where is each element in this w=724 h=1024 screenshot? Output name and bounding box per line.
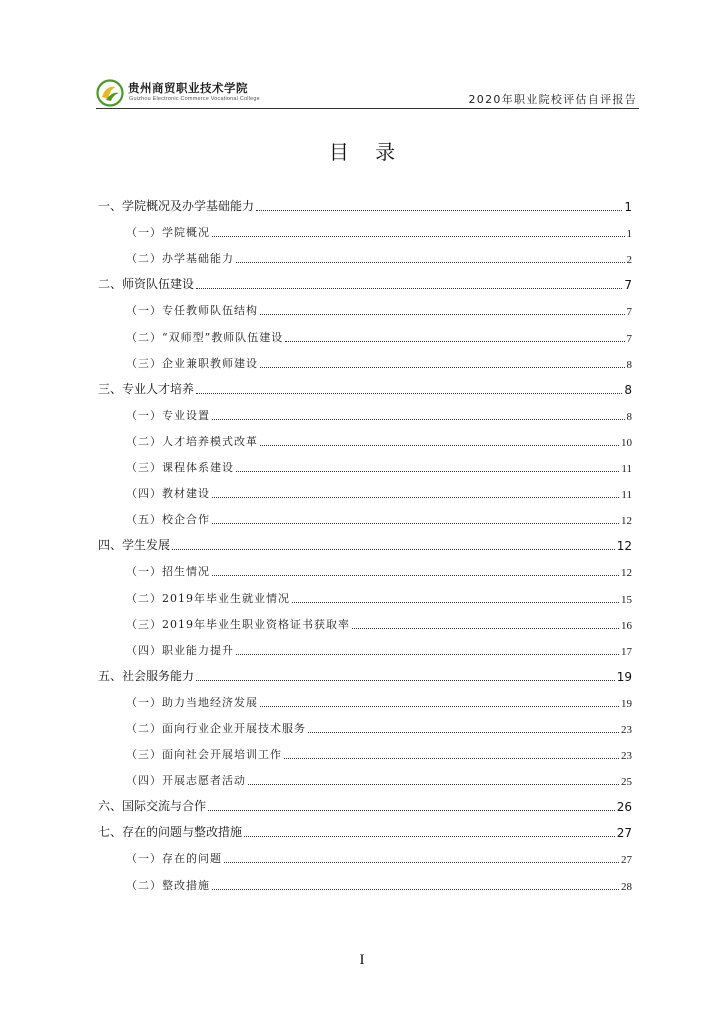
page-header [96,72,639,110]
toc-entry-title: （一）学院概况 [126,226,210,240]
dot-leader [284,758,619,759]
toc-entry-title: （一）招生情况 [126,565,210,579]
dot-leader [236,471,619,472]
dot-leader [292,602,619,603]
toc-entry[interactable] [96,788,632,814]
toc-entry[interactable] [96,658,632,684]
toc-entry-page: 7 [626,332,632,345]
toc-entry[interactable] [96,292,632,318]
toc-entry[interactable] [96,632,632,658]
dot-leader [260,445,619,446]
toc-entry[interactable] [96,527,632,553]
toc-entry-page: 27 [616,826,632,841]
toc-entry-title: （三）面向社会开展培训工作 [126,748,282,762]
dot-leader [260,706,619,707]
toc-entry-page: 12 [621,567,632,580]
toc-entry-page: 26 [616,800,632,815]
toc-entry-title: 四、学生发展 [98,538,171,553]
toc-entry[interactable] [96,684,632,710]
toc-entry-page: 11 [621,463,632,476]
table-of-contents [96,188,632,893]
toc-entry-title: （三）企业兼职教师建设 [126,356,258,370]
toc-entry-page: 25 [621,776,632,789]
toc-entry-page: 17 [621,645,632,658]
toc-entry[interactable] [96,710,632,736]
toc-entry-page: 12 [621,515,632,528]
toc-entry-title: （一）专任教师队伍结构 [126,304,258,318]
toc-entry-title: 三、专业人才培养 [98,381,195,396]
toc-entry-title: 一、学院概况及办学基础能力 [98,199,255,214]
toc-entry[interactable] [96,371,632,397]
toc-entry[interactable] [96,266,632,292]
dot-leader [244,836,615,837]
dot-leader [212,497,619,498]
dot-leader [212,889,619,890]
dot-leader [208,810,615,811]
college-logo-icon [96,79,124,107]
toc-entry-page: 7 [626,306,632,319]
toc-entry[interactable] [96,318,632,344]
toc-entry-page: 16 [621,619,632,632]
toc-entry-page: 23 [621,750,632,763]
dot-leader [196,393,622,394]
toc-entry[interactable] [96,579,632,605]
toc-entry-title: （四）开展志愿者活动 [126,774,246,788]
toc-entry-page: 2 [626,254,632,267]
toc-entry[interactable] [96,736,632,762]
toc-entry[interactable] [96,606,632,632]
dot-leader [224,862,619,863]
page-number: I [359,952,365,968]
dot-leader [212,236,625,237]
toc-entry-page: 1 [624,200,632,215]
toc-entry[interactable] [96,423,632,449]
toc-entry-title: 六、国际交流与合作 [98,799,207,814]
toc-entry[interactable] [96,762,632,788]
school-name-en: Guizhou Electronic Commerce Vocational College [129,96,260,102]
toc-entry[interactable] [96,214,632,240]
toc-entry-title: （四）职业能力提升 [126,643,234,657]
toc-entry-page: 15 [621,593,632,606]
toc-entry-title: （二）“双师型”教师队伍建设 [126,330,284,344]
toc-entry[interactable] [96,188,632,214]
toc-entry[interactable] [96,866,632,892]
toc-entry-page: 8 [626,358,632,371]
toc-entry-page: 8 [624,382,632,397]
dot-leader [308,732,619,733]
dot-leader [260,367,625,368]
toc-entry-title: 二、师资队伍建设 [98,277,195,292]
report-title: 2020年职业院校评估自评报告 [468,93,637,106]
dot-leader [260,314,625,315]
toc-entry-page: 19 [616,669,632,684]
toc-entry-page: 19 [621,697,632,710]
toc-entry[interactable] [96,840,632,866]
toc-entry-title: （二）人才培养模式改革 [126,434,258,448]
toc-entry-page: 1 [626,228,632,241]
toc-entry[interactable] [96,553,632,579]
toc-entry-title: （一）专业设置 [126,408,210,422]
toc-entry-page: 11 [621,489,632,502]
toc-entry-page: 12 [616,539,632,554]
toc-entry-title: （二）2019年毕业生就业情况 [126,591,290,605]
toc-entry-page: 10 [621,436,632,449]
dot-leader [352,628,619,629]
dot-leader [285,341,624,342]
toc-entry-title: （二）面向行业企业开展技术服务 [126,721,306,735]
dot-leader [212,523,619,524]
toc-entry-title: 七、存在的问题与整改措施 [98,825,243,840]
toc-entry[interactable] [96,449,632,475]
toc-entry-title: （二）办学基础能力 [126,252,234,266]
toc-entry-title: （三）课程体系建设 [126,461,234,475]
toc-entry[interactable] [96,240,632,266]
toc-entry[interactable] [96,501,632,527]
toc-entry[interactable] [96,814,632,840]
toc-entry-title: （五）校企合作 [126,513,210,527]
toc-entry-page: 28 [621,880,632,893]
dot-leader [248,784,619,785]
toc-entry-title: （三）2019年毕业生职业资格证书获取率 [126,617,350,631]
toc-entry-page: 23 [621,723,632,736]
toc-entry-page: 8 [626,410,632,423]
dot-leader [172,549,615,550]
dot-leader [196,288,622,289]
dot-leader [212,419,625,420]
toc-entry-title: （一）助力当地经济发展 [126,695,258,709]
toc-entry-page: 27 [621,854,632,867]
header-divider [96,108,639,109]
school-name: 贵州商贸职业技术学院 [128,81,248,95]
toc-entry-page: 7 [624,278,632,293]
dot-leader [236,262,625,263]
dot-leader [212,575,619,576]
toc-entry[interactable] [96,397,632,423]
toc-entry-title: 五、社会服务能力 [98,668,195,683]
toc-entry-title: （四）教材建设 [126,487,210,501]
toc-entry[interactable] [96,475,632,501]
dot-leader [256,210,622,211]
toc-entry-title: （二）整改措施 [126,878,210,892]
toc-entry-title: （一）存在的问题 [126,852,222,866]
toc-heading: 目 录 [328,140,406,164]
dot-leader [236,654,619,655]
toc-entry[interactable] [96,345,632,371]
dot-leader [196,680,615,681]
